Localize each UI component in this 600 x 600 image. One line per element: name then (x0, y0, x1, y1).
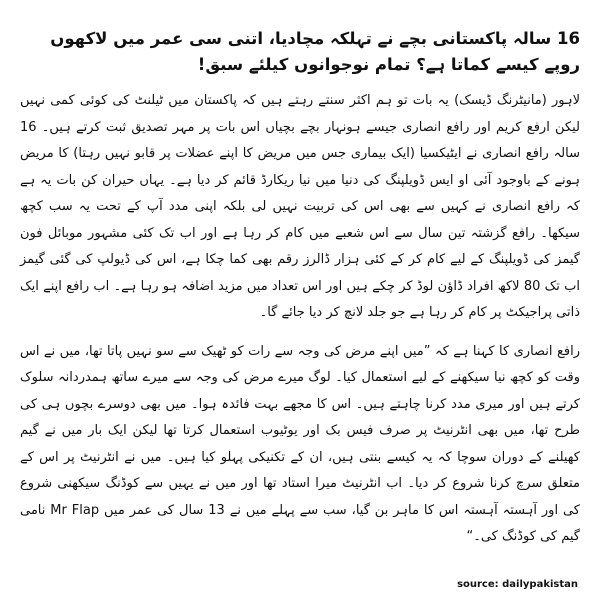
article-paragraph-2: رافع انصاری کا کہنا ہے کہ ”میں اپنے مرض کی وجہ سے رات کو ٹھیک سے سو نہیں پاتا تھا، میں نے اس وقت کو کچھ نیا سیکھنے کے لیے استعمال کیا۔ لوگ میرے مرض کی وجہ سے میرے ساتھ ہمدردانہ سلوک کرتے ہیں اور میری مدد کرنا چاہتے ہیں۔ اس کا مجھے بہت فائدہ ہوا۔ میں بھی دوسرے بچوں ہی کی طرح تھا، میں بھی انٹرنیٹ پر صرف فیس بک اور یوٹیوب استعمال کرتا تھا لیکن ایک بار میں نے گیم کھیلنے کے دوران سوچا کہ یہ کیسے بنتی ہیں، ان کے تکنیکی پہلو کیا ہیں۔ میں نے انٹرنیٹ پر اس کے متعلق سرچ کرنا شروع کر دیا۔ اب انٹرنیٹ میرا استاد تھا اور میں نے یہیں سے کوڈنگ سیکھنی شروع کی اور آہستہ آہستہ اس کا ماہر بن گیا، سب سے پہلے میں نے 13 سال کی عمر میں Mr Flap نامی گیم کی کوڈنگ کی۔“ (20, 343, 580, 544)
article-headline: 16 سالہ پاکستانی بچے نے تہلکہ مچادیا، اتنی سی عمر میں لاکھوں روپے کیسے کماتا ہے؟ تمام نوجوانوں کیلئے سبق! (50, 29, 580, 74)
article-paragraph-1: لاہور (مانیٹرنگ ڈیسک) یہ بات تو ہم اکثر سنتے رہتے ہیں کہ پاکستان میں ٹیلنٹ کی کوئی کمی نہیں لیکن ارفع کریم اور رافع انصاری جیسے ہونہار بچے بچیاں اس بات پر مہر تصدیق ثبت کرتے ہیں۔ 16 سالہ رافع انصاری نے ایٹیکسیا (ایک بیماری جس میں مریض کا اپنے عضلات پر قابو نہیں رہتا) کا مریض ہونے کے باوجود آئی او ایس ڈویلپنگ کی دنیا میں نیا ریکارڈ قائم کر دیا ہے۔ یہاں حیران کن بات یہ ہے کہ رافع انصاری نے کہیں سے بھی اس کی تربیت نہیں لی بلکہ اپنی مدد آپ کے تحت یہ سب کچھ سیکھا۔ رافع گزشتہ تین سال سے اس شعبے میں کام کر رہا ہے اور اب تک کئی مشہور موبائل فون گیمز کی ڈویلپنگ کے لیے کام کر کے کئی ہزار ڈالرز رقم بھی کما چکا ہے، اس کی ڈیولپ کی گئی گیمز اب تک 80 لاکھ افراد ڈاؤن لوڈ کر چکے ہیں اور اس تعداد میں مزید اضافہ ہو رہا ہے۔ اب رافع اپنے ایک ذاتی پراجیکٹ پر کام کر رہا ہے جو جلد لانچ کر دیا جائے گا۔ (20, 93, 580, 320)
source-credit: source: dailypakistan (457, 579, 578, 590)
